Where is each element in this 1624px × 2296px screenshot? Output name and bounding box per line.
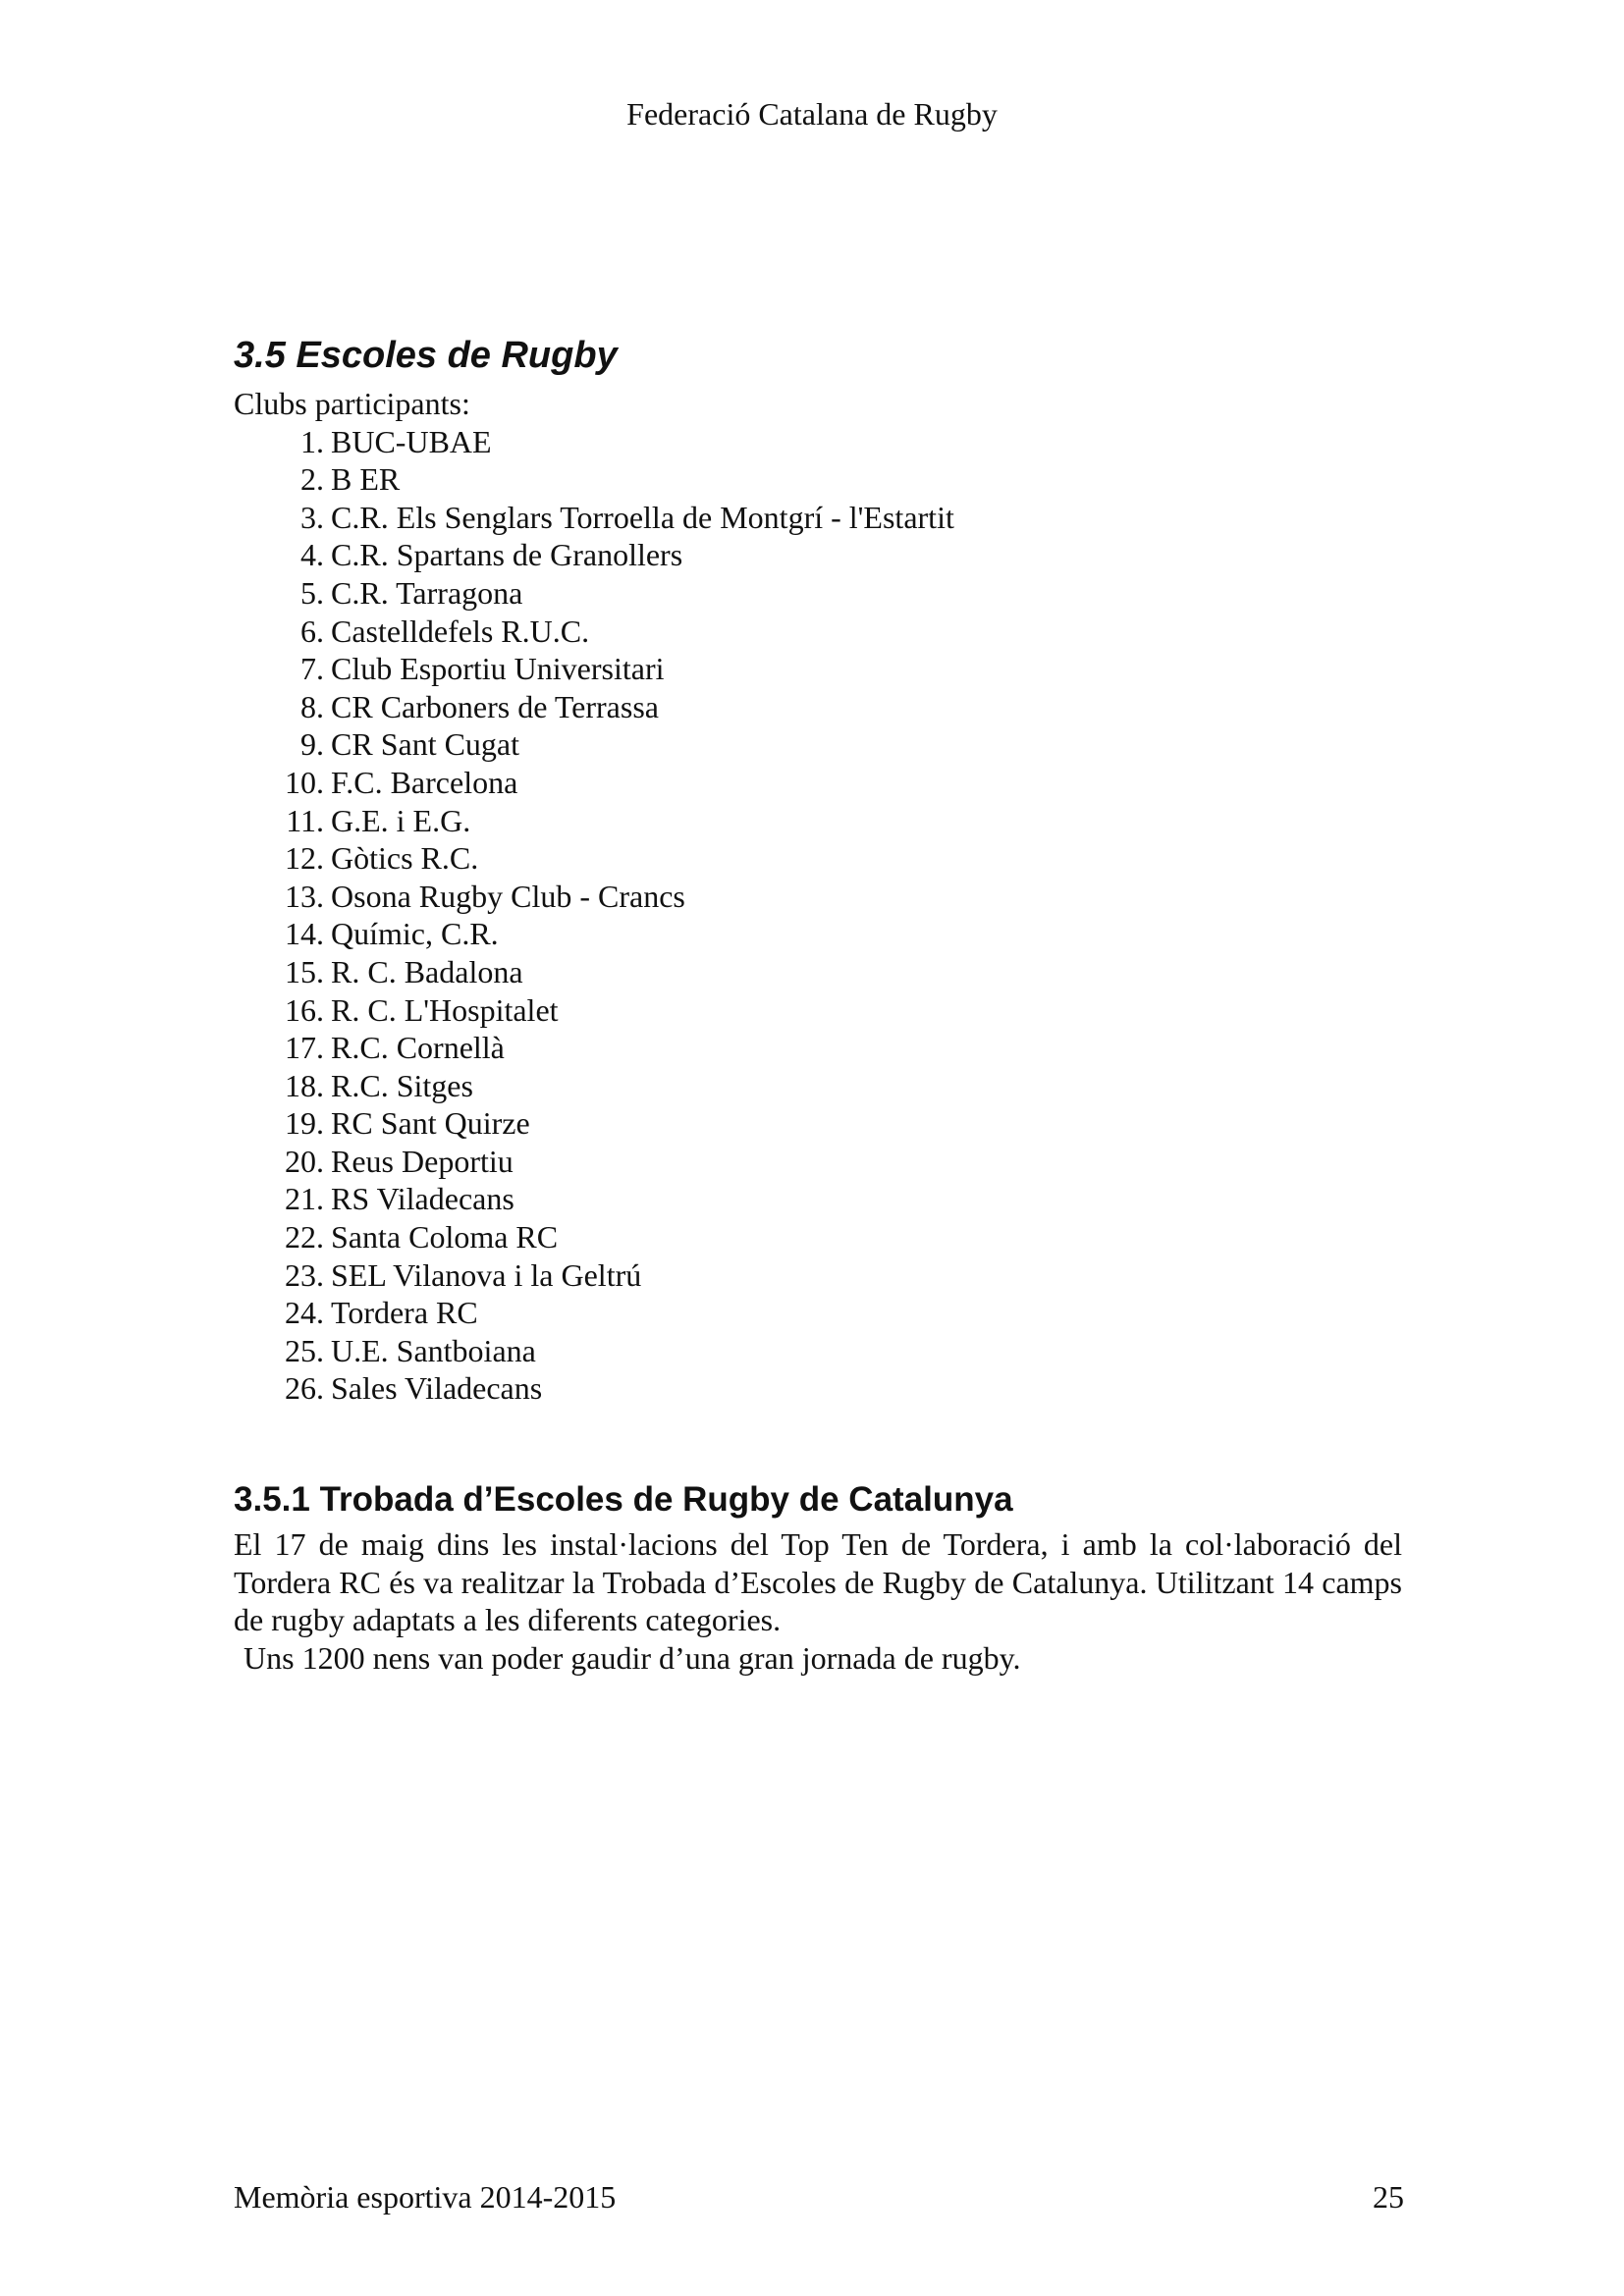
club-number: 20. (285, 1143, 324, 1179)
club-number: 7. (300, 651, 324, 687)
club-number: 5. (300, 574, 324, 611)
club-name: Reus Deportiu (331, 1143, 514, 1179)
club-list-item (234, 1180, 1402, 1218)
club-number: 12. (285, 840, 324, 877)
club-name: BUC-UBAE (331, 423, 492, 459)
subsection-paragraph: El 17 de maig dins les instal·lacions del Top Ten de Tordera, i amb la col·laboració del Tordera RC és va realitzar la Trobada d’Escoles de Rugby de Catalunya. Utilitzant 14 camps de rugby adaptats a les diferents categories. (234, 1526, 1402, 1638)
club-name: R. C. L'Hospitalet (331, 991, 559, 1028)
club-list-item (234, 1294, 1402, 1332)
club-name: R.C. Sitges (331, 1067, 473, 1103)
club-list-item (234, 764, 1402, 802)
club-number: 23. (285, 1256, 324, 1293)
club-number: 11. (286, 802, 324, 838)
subsection-paragraph-closing: Uns 1200 nens van poder gaudir d’una gran jornada de rugby. (244, 1639, 1021, 1676)
club-name: C.R. Tarragona (331, 574, 523, 611)
club-list-item (234, 1332, 1402, 1370)
club-name: CR Carboners de Terrassa (331, 688, 659, 724)
club-name: SEL Vilanova i la Geltrú (331, 1256, 642, 1293)
subsection-title: 3.5.1 Trobada d’Escoles de Rugby de Catalunya (234, 1480, 1013, 1520)
club-list-item (234, 802, 1402, 840)
club-list-item (234, 423, 1402, 461)
club-list-item (234, 613, 1402, 651)
club-number: 18. (285, 1067, 324, 1103)
club-list-item (234, 460, 1402, 499)
club-list-item (234, 915, 1402, 953)
club-number: 17. (285, 1030, 324, 1066)
club-number: 22. (285, 1219, 324, 1255)
club-number: 24. (285, 1295, 324, 1331)
club-number: 9. (300, 726, 324, 763)
club-list-item (234, 878, 1402, 916)
club-list-item (234, 1369, 1402, 1408)
club-number: 4. (300, 537, 324, 573)
section-title: 3.5 Escoles de Rugby (234, 335, 618, 376)
club-list-item (234, 1104, 1402, 1143)
club-number: 2. (300, 461, 324, 498)
club-name: Santa Coloma RC (331, 1219, 559, 1255)
club-list-item (234, 1029, 1402, 1067)
club-number: 8. (300, 688, 324, 724)
club-list-item (234, 953, 1402, 991)
club-number: 15. (285, 953, 324, 989)
club-name: RS Viladecans (331, 1181, 514, 1217)
club-list-item (234, 1218, 1402, 1256)
club-number: 3. (300, 499, 324, 535)
club-list-item (234, 650, 1402, 688)
club-name: CR Sant Cugat (331, 726, 520, 763)
clubs-intro: Clubs participants: (234, 386, 470, 421)
club-name: Químic, C.R. (331, 916, 499, 952)
club-name: Gòtics R.C. (331, 840, 479, 877)
club-number: 6. (300, 613, 324, 649)
club-name: Club Esportiu Universitari (331, 651, 665, 687)
club-number: 21. (285, 1181, 324, 1217)
club-name: U.E. Santboiana (331, 1332, 536, 1368)
club-list-item (234, 574, 1402, 613)
club-number: 14. (285, 916, 324, 952)
club-number: 25. (285, 1332, 324, 1368)
club-list-item (234, 499, 1402, 537)
club-number: 19. (285, 1105, 324, 1142)
club-list-item (234, 536, 1402, 574)
clubs-list (234, 423, 1402, 1408)
club-name: R.C. Cornellà (331, 1030, 505, 1066)
club-list-item (234, 991, 1402, 1030)
footer-document-title: Memòria esportiva 2014-2015 (234, 2179, 617, 2215)
club-list-item (234, 839, 1402, 878)
main-content (234, 332, 1402, 1677)
footer-page-number: 25 (1373, 2179, 1404, 2215)
club-name: B ER (331, 461, 401, 498)
club-number: 16. (285, 991, 324, 1028)
club-name: Sales Viladecans (331, 1370, 543, 1407)
club-list-item (234, 1143, 1402, 1181)
club-list-item (234, 688, 1402, 726)
club-name: G.E. i E.G. (331, 802, 471, 838)
club-name: F.C. Barcelona (331, 764, 518, 800)
page-header: Federació Catalana de Rugby (626, 96, 998, 132)
club-name: Osona Rugby Club - Crancs (331, 878, 685, 914)
club-name: Tordera RC (331, 1295, 478, 1331)
club-list-item (234, 725, 1402, 764)
club-number: 26. (285, 1370, 324, 1407)
club-name: RC Sant Quirze (331, 1105, 530, 1142)
club-number: 1. (300, 423, 324, 459)
club-list-item (234, 1256, 1402, 1295)
club-number: 13. (285, 878, 324, 914)
club-name: C.R. Els Senglars Torroella de Montgrí - l'Estartit (331, 499, 954, 535)
club-name: R. C. Badalona (331, 953, 523, 989)
club-name: C.R. Spartans de Granollers (331, 537, 683, 573)
club-number: 10. (285, 764, 324, 800)
club-name: Castelldefels R.U.C. (331, 613, 590, 649)
club-list-item (234, 1067, 1402, 1105)
